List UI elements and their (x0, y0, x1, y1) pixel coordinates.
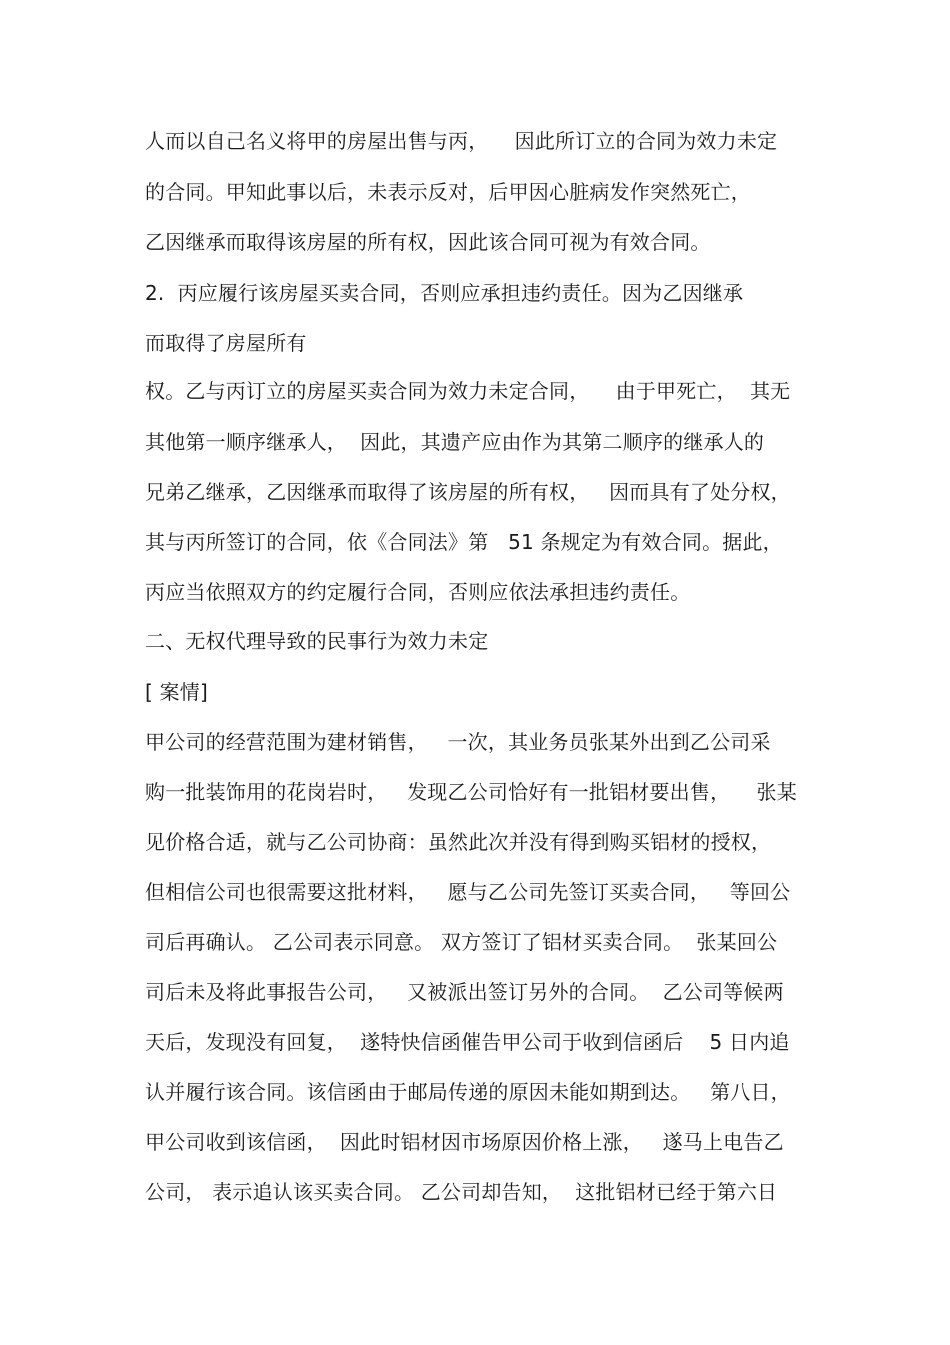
text-line: 甲公司的经营范围为建材销售， 一次，其业务员张某外出到乙公司采 (145, 730, 771, 754)
text-line: 司后再确认。 乙公司表示同意。 双方签订了铝材买卖合同。 张某回公 (145, 930, 778, 954)
text-line: 兄弟乙继承，乙因继承而取得了该房屋的所有权， 因而具有了处分权， (145, 480, 791, 504)
text-line: 人而以自己名义将甲的房屋出售与丙， 因此所订立的合同为效力未定 (145, 129, 778, 153)
text-line: 公司， 表示追认该买卖合同。 乙公司却告知， 这批铝材已经于第六日 (145, 1180, 778, 1204)
text-line: 的合同。甲知此事以后，未表示反对，后甲因心脏病发作突然死亡， (145, 180, 751, 204)
text-line: 甲公司收到该信函， 因此时铝材因市场原因价格上涨， 遂马上电告乙 (145, 1130, 784, 1154)
text-line: 而取得了房屋所有 (145, 331, 307, 355)
text-line: 购一批装饰用的花岗岩时， 发现乙公司恰好有一批铝材要出售， 张某 (145, 780, 797, 804)
text-line: 其他第一顺序继承人， 因此，其遗产应由作为其第二顺序的继承人的 (145, 430, 765, 454)
text-line: 乙因继承而取得该房屋的所有权，因此该合同可视为有效合同。 (145, 230, 711, 254)
text-line: 但相信公司也很需要这批材料， 愿与乙公司先签订买卖合同， 等回公 (145, 880, 791, 904)
subsection-label: [ 案情] (145, 680, 208, 704)
text-line: 司后未及将此事报告公司， 又被派出签订另外的合同。 乙公司等候两 (145, 980, 784, 1004)
section-heading: 二、无权代理导致的民事行为效力未定 (145, 629, 489, 653)
text-line: 见价格合适，就与乙公司协商：虽然此次并没有得到购买铝材的授权， (145, 830, 772, 854)
text-line: 天后，发现没有回复， 遂特快信函催告甲公司于收到信函后 5 日内追 (145, 1030, 790, 1054)
text-line: 丙应当依照双方的约定履行合同，否则应依法承担违约责任。 (145, 580, 691, 604)
text-line: 认并履行该合同。该信函由于邮局传递的原因未能如期到达。 第八日， (145, 1080, 791, 1104)
text-line: 其与丙所签订的合同，依《合同法》第 51 条规定为有效合同。据此， (145, 530, 783, 554)
text-line: 权。乙与丙订立的房屋买卖合同为效力未定合同， 由于甲死亡， 其无 (145, 379, 791, 403)
text-line: 2. 丙应履行该房屋买卖合同，否则应承担违约责任。因为乙因继承 (145, 281, 744, 305)
